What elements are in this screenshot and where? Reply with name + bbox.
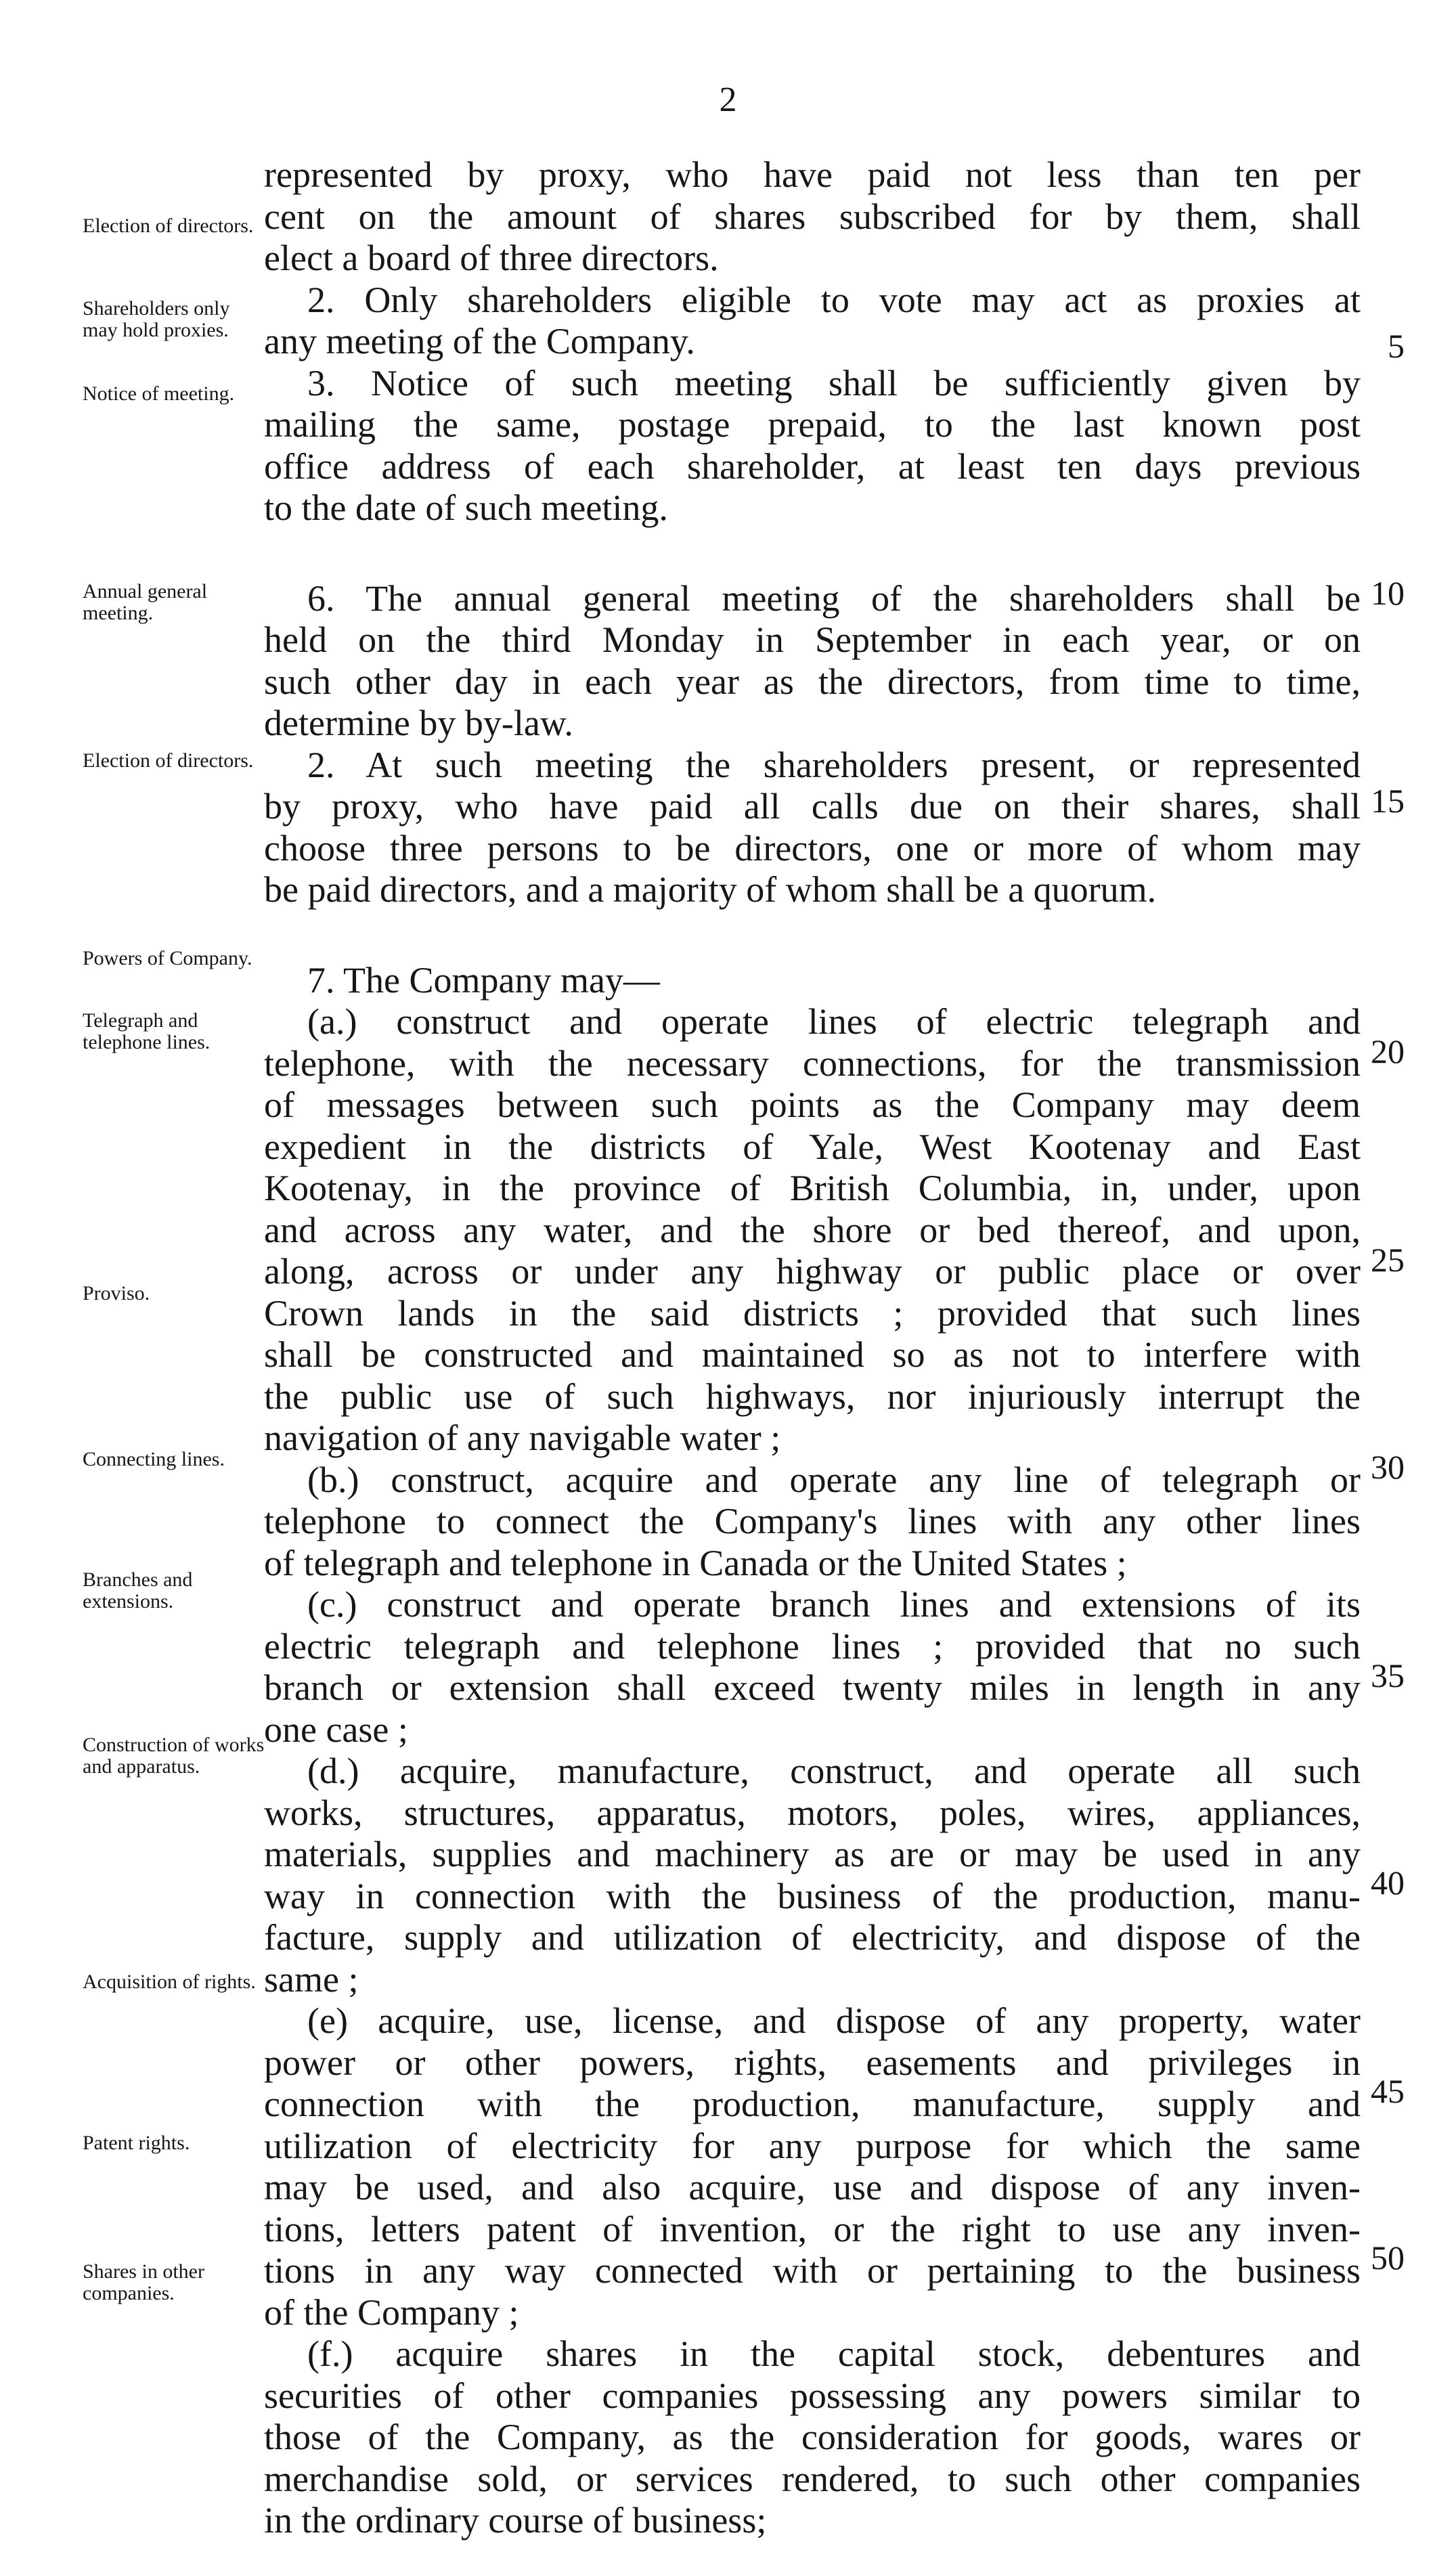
text-line: cent on the amount of shares subscribed for by them, shall <box>264 196 1361 237</box>
text-line: held on the third Monday in September in each year, or on <box>264 619 1361 660</box>
text-line: of messages between such points as the Company may deem <box>264 1084 1361 1125</box>
text-line: the public use of such highways, nor injuriously interrupt the <box>264 1376 1361 1417</box>
side-note-patent-rights: Patent rights. <box>83 2132 190 2154</box>
text-line: telephone, with the necessary connections, for the transmission <box>264 1042 1361 1084</box>
text-line: (d.) acquire, manufacture, construct, and operate all such <box>307 1751 1361 1791</box>
text-line: branch or extension shall exceed twenty miles in length in any <box>264 1667 1361 1708</box>
text-line: (e) acquire, use, license, and dispose of any property, water <box>307 2000 1361 2041</box>
text-line: to the date of such meeting. <box>264 487 668 528</box>
body-text <box>264 154 1361 2542</box>
line-number: 5 <box>1388 327 1405 365</box>
text-line: facture, supply and utilization of electricity, and dispose of the <box>264 1917 1361 1958</box>
text-line: (c.) construct and operate branch lines and extensions of its <box>307 1584 1361 1625</box>
text-line: such other day in each year as the directors, from time to time, <box>264 661 1361 702</box>
text-line: of the Company ; <box>264 2291 519 2333</box>
line-number: 35 <box>1371 1656 1405 1694</box>
side-note-election-of-directors-2: Election of directors. <box>83 749 254 772</box>
text-line: 7. The Company may— <box>307 959 660 1001</box>
text-line: determine by by-law. <box>264 703 573 743</box>
text-line: works, structures, apparatus, motors, poles, wires, appliances, <box>264 1792 1361 1833</box>
line-number: 30 <box>1371 1448 1405 1486</box>
text-line: of telegraph and telephone in Canada or the United States ; <box>264 1542 1127 1583</box>
text-line: shall be constructed and maintained so as not to interfere with <box>264 1334 1361 1375</box>
text-line: expedient in the districts of Yale, West Kootenay and East <box>264 1126 1361 1167</box>
text-line: tions in any way connected with or pertaining to the business <box>264 2250 1361 2291</box>
text-line: be paid directors, and a majority of whom shall be a quorum. <box>264 869 1157 910</box>
page-number: 2 <box>719 81 737 119</box>
text-line: mailing the same, postage prepaid, to the last known post <box>264 404 1361 445</box>
text-line: navigation of any navigable water ; <box>264 1418 781 1458</box>
text-line: and across any water, and the shore or bed thereof, and upon, <box>264 1209 1361 1250</box>
line-number: 25 <box>1371 1241 1405 1279</box>
text-line: (a.) construct and operate lines of electric telegraph and <box>307 1001 1361 1042</box>
line-number: 45 <box>1371 2072 1405 2110</box>
side-note-powers-of-company: Powers of Company. <box>83 947 252 969</box>
line-number: 15 <box>1371 782 1405 820</box>
text-line: along, across or under any highway or public place or over <box>264 1251 1361 1292</box>
text-line: securities of other companies possessing any powers similar to <box>264 2375 1361 2416</box>
line-number: 10 <box>1371 574 1405 612</box>
side-note-construction-works: Construction of works and apparatus. <box>83 1734 265 1778</box>
line-number: 40 <box>1371 1864 1405 1902</box>
text-line: represented by proxy, who have paid not less than ten per <box>264 154 1361 195</box>
text-line: 3. Notice of such meeting shall be sufficiently given by <box>307 362 1361 403</box>
text-line: connection with the production, manufacture, supply and <box>264 2084 1361 2124</box>
side-note-acquisition-of-rights: Acquisition of rights. <box>83 1971 256 1993</box>
text-line: 2. At such meeting the shareholders present, or represented <box>307 744 1361 785</box>
text-line: same ; <box>264 1958 359 2000</box>
text-line: tions, letters patent of invention, or the right to use any inven- <box>264 2208 1361 2249</box>
text-line: elect a board of three directors. <box>264 238 719 278</box>
text-line: telephone to connect the Company's lines with any other lines <box>264 1501 1361 1541</box>
text-line: office address of each shareholder, at least ten days previous <box>264 445 1361 487</box>
text-line: (b.) construct, acquire and operate any line of telegraph or <box>307 1459 1361 1500</box>
side-note-shares-other-companies: Shares in other companies. <box>83 2260 204 2304</box>
text-line: by proxy, who have paid all calls due on their shares, shall <box>264 786 1361 827</box>
text-line: any meeting of the Company. <box>264 321 695 361</box>
side-note-connecting-lines: Connecting lines. <box>83 1448 225 1470</box>
text-line: 2. Only shareholders eligible to vote may act as proxies at <box>307 279 1361 320</box>
text-line: utilization of electricity for any purpose for which the same <box>264 2125 1361 2166</box>
text-line: those of the Company, as the consideration for goods, wares or <box>264 2417 1361 2457</box>
text-line: power or other powers, rights, easements and privileges in <box>264 2042 1361 2083</box>
text-line: may be used, and also acquire, use and dispose of any inven- <box>264 2167 1361 2208</box>
line-number: 50 <box>1371 2239 1405 2277</box>
text-line: choose three persons to be directors, one or more of whom may <box>264 827 1361 869</box>
text-line: in the ordinary course of business; <box>264 2500 767 2541</box>
text-line: (f.) acquire shares in the capital stock, debentures and <box>307 2333 1361 2374</box>
text-line: electric telegraph and telephone lines ; provided that no such <box>264 1625 1361 1667</box>
text-line: Kootenay, in the province of British Columbia, in, under, upon <box>264 1168 1361 1208</box>
side-note-telegraph-telephone-lines: Telegraph and telephone lines. <box>83 1009 211 1053</box>
side-note-annual-general-meeting: Annual general meeting. <box>83 580 208 624</box>
text-line: Crown lands in the said districts ; provided that such lines <box>264 1292 1361 1334</box>
side-note-proviso: Proviso. <box>83 1282 150 1304</box>
line-number: 20 <box>1371 1032 1405 1070</box>
text-line: way in connection with the business of the production, manu- <box>264 1875 1361 1916</box>
text-line: materials, supplies and machinery as are or may be used in any <box>264 1834 1361 1874</box>
side-note-branches-extensions: Branches and extensions. <box>83 1568 193 1612</box>
side-note-shareholders-proxies: Shareholders only may hold proxies. <box>83 297 230 341</box>
text-line: merchandise sold, or services rendered, to such other companies <box>264 2458 1361 2499</box>
side-note-notice-of-meeting: Notice of meeting. <box>83 382 235 405</box>
text-line: one case ; <box>264 1709 408 1750</box>
text-line: 6. The annual general meeting of the shareholders shall be <box>307 577 1361 619</box>
side-note-election-of-directors: Election of directors. <box>83 215 254 237</box>
